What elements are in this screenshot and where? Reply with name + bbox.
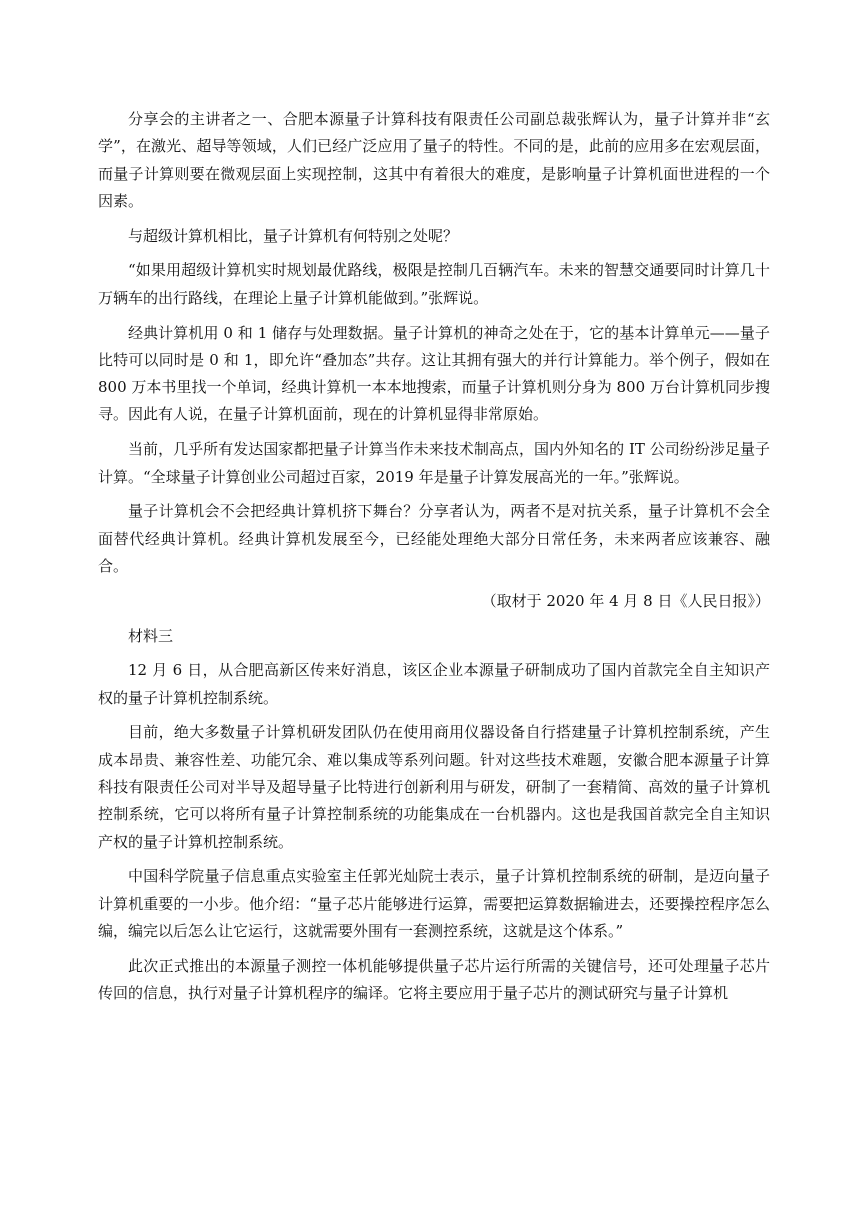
material-heading: 材料三 xyxy=(128,626,174,645)
paragraph: 经典计算机用 0 和 1 储存与处理数据。量子计算机的神奇之处在于，它的基本计算单元——量子比特可以同时是 0 和 1，即允许“叠加态”共存。这让其拥有强大的并行计算能力。举个例子，假如在 800 万本书里找一个单词，经典计算机一本本地搜索，而量子计算机则分身为 800 万台计算机同步搜寻。因此有人说，在量子计算机面前，现在的计算机显得非常原始。 xyxy=(98,323,770,424)
document-page xyxy=(98,106,770,1015)
paragraph: 此次正式推出的本源量子测控一体机能够提供量子芯片运行所需的关键信号，还可处理量子芯片传回的信息，执行对量子计算机程序的编译。它将主要应用于量子芯片的测试研究与量子计算机 xyxy=(98,956,770,1003)
paragraph: 当前，几乎所有发达国家都把量子计算当作未来技术制高点，国内外知名的 IT 公司纷纷涉足量子计算。“全球量子计算创业公司超过百家，2019 年是量子计算发展高光的一年。”张辉说。 xyxy=(98,440,770,486)
paragraph: 目前，绝大多数量子计算机研发团队仍在使用商用仪器设备自行搭建量子计算机控制系统，产生成本昂贵、兼容性差、功能冗余、难以集成等系列问题。针对这些技术难题，安徽合肥本源量子计算科技有限责任公司对半导及超导量子比特进行创新利用与研发，研制了一套精简、高效的量子计算机控制系统，它可以将所有量子计算控制系统的功能集成在一台机器内。这也是我国首款完全自主知识产权的量子计算机控制系统。 xyxy=(98,723,770,851)
source-citation: （取材于 2020 年 4 月 8 日《人民日报》） xyxy=(481,591,770,610)
paragraph: 与超级计算机相比，量子计算机有何特别之处呢？ xyxy=(128,226,459,245)
paragraph: 12 月 6 日，从合肥高新区传来好消息，该区企业本源量子研制成功了国内首款完全自主知识产权的量子计算机控制系统。 xyxy=(98,661,770,707)
paragraph: 量子计算机会不会把经典计算机挤下舞台？分享者认为，两者不是对抗关系，量子计算机不会全面替代经典计算机。经典计算机发展至今，已经能处理绝大部分日常任务，未来两者应该兼容、融合。 xyxy=(98,502,770,575)
paragraph: 分享会的主讲者之一、合肥本源量子计算科技有限责任公司副总裁张辉认为，量子计算并非“玄学”，在激光、超导等领域，人们已经广泛应用了量子的特性。不同的是，此前的应用多在宏观层面，而量子计算则要在微观层面上实现控制，这其中有着很大的难度，是影响量子计算机面世进程的一个因素。 xyxy=(98,110,770,210)
paragraph: “如果用超级计算机实时规划最优路线，极限是控制几百辆汽车。未来的智慧交通要同时计算几十万辆车的出行路线，在理论上量子计算机能做到。”张辉说。 xyxy=(98,261,770,307)
paragraph: 中国科学院量子信息重点实验室主任郭光灿院士表示，量子计算机控制系统的研制，是迈向量子计算机重要的一小步。他介绍：“量子芯片能够进行运算，需要把运算数据输进去，还要操控程序怎么编，编完以后怎么让它运行，这就需要外围有一套测控系统，这就是这个体系。” xyxy=(98,867,770,941)
